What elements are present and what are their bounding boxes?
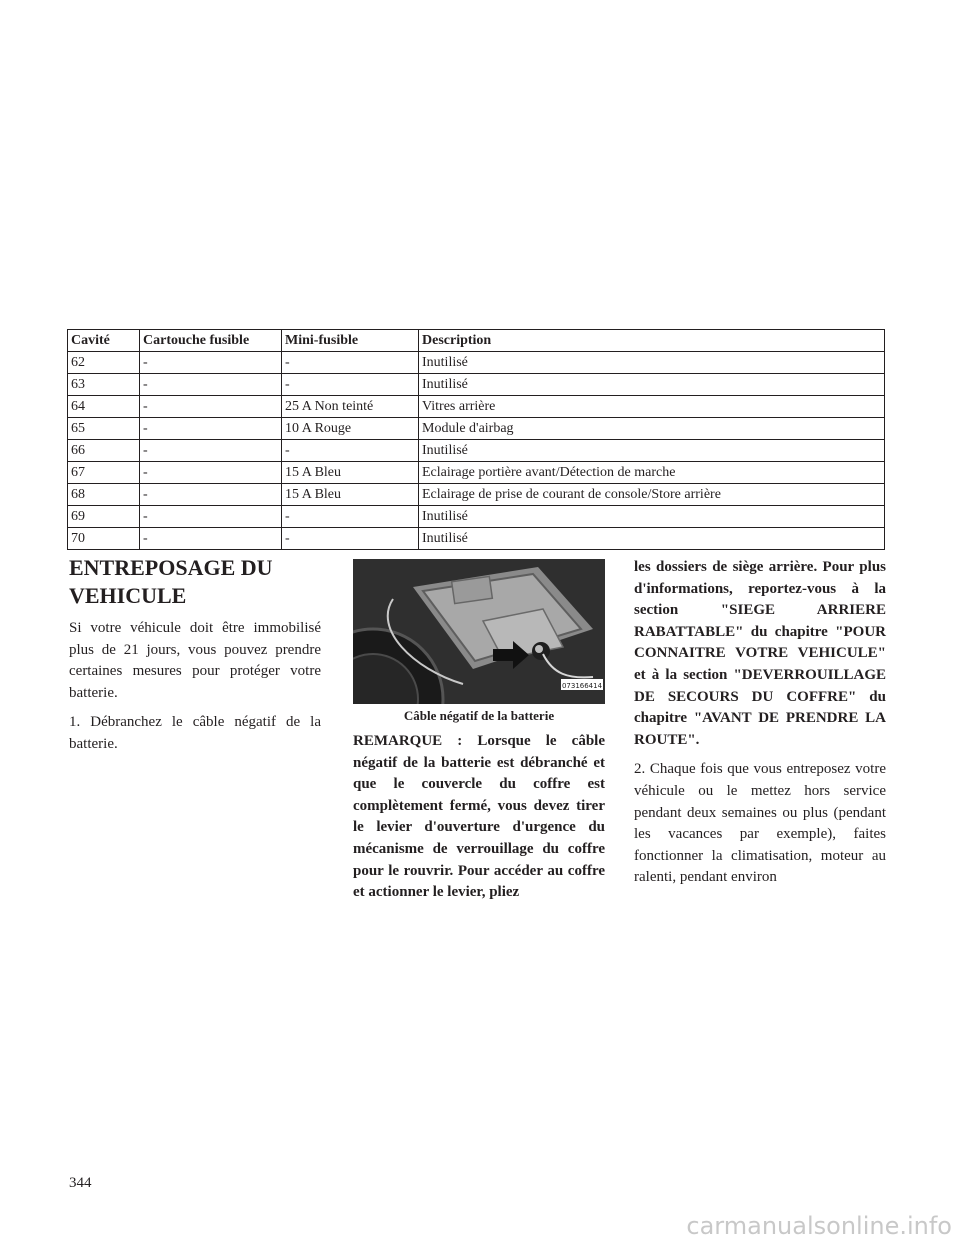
cell-cavite: 62 <box>68 352 140 374</box>
cell-cavite: 69 <box>68 506 140 528</box>
cell-description: Inutilisé <box>419 528 885 550</box>
cell-cartouche: - <box>140 374 282 396</box>
header-mini-fusible: Mini-fusible <box>282 330 419 352</box>
cell-description: Inutilisé <box>419 352 885 374</box>
cell-description: Inutilisé <box>419 374 885 396</box>
header-description: Description <box>419 330 885 352</box>
cell-cavite: 65 <box>68 418 140 440</box>
cell-mini-fusible: - <box>282 528 419 550</box>
battery-photo <box>353 559 605 704</box>
cell-cartouche: - <box>140 440 282 462</box>
cell-cavite: 67 <box>68 462 140 484</box>
table-row <box>68 396 885 418</box>
table-row <box>68 462 885 484</box>
cell-description: Module d'airbag <box>419 418 885 440</box>
table-row <box>68 484 885 506</box>
cell-cartouche: - <box>140 484 282 506</box>
cell-cartouche: - <box>140 528 282 550</box>
cell-description: Inutilisé <box>419 440 885 462</box>
note-part-1: REMARQUE : Lorsque le câble négatif de la batterie est débranché et que le couvercle du coffre est complètement fermé, vous devez tirer le levier d'ouverture d'urgence du mécanisme de verrouillage du coffre pour le rouvrir. Pour accéder au coffre et actionner le levier, pliez <box>353 733 605 901</box>
cell-cavite: 63 <box>68 374 140 396</box>
figure-caption: Câble négatif de la batterie <box>403 708 555 723</box>
cell-mini-fusible: 15 A Bleu <box>282 484 419 506</box>
cell-mini-fusible: - <box>282 440 419 462</box>
table-row <box>68 440 885 462</box>
note-part-2: les dossiers de siège arrière. Pour plus d'informations, reportez-vous à la section "SIEGE ARRIERE RABATTABLE" du chapitre "POUR CONNAITRE VOTRE VEHICULE" et à la section "DEVERROUILLAGE DE SECOURS DU COFFRE" du chapitre "AVANT DE PRENDRE LA ROUTE". <box>634 559 886 748</box>
cell-mini-fusible: - <box>282 506 419 528</box>
battery-illustration <box>353 559 605 704</box>
header-cavite: Cavité <box>68 330 140 352</box>
cell-description: Inutilisé <box>419 506 885 528</box>
cell-description: Eclairage de prise de courant de console/Store arrière <box>419 484 885 506</box>
watermark: carmanualsonline.info <box>686 1212 952 1240</box>
table-row <box>68 506 885 528</box>
page-number: 344 <box>69 1175 92 1191</box>
table-row <box>68 352 885 374</box>
table-header-row <box>68 330 885 352</box>
cell-cavite: 70 <box>68 528 140 550</box>
cell-mini-fusible: 10 A Rouge <box>282 418 419 440</box>
cell-cartouche: - <box>140 418 282 440</box>
table-row <box>68 418 885 440</box>
fuse-table <box>67 329 885 550</box>
cell-cavite: 64 <box>68 396 140 418</box>
cell-cartouche: - <box>140 506 282 528</box>
image-code: 073166414 <box>561 682 603 690</box>
cell-description: Eclairage portière avant/Détection de marche <box>419 462 885 484</box>
cell-mini-fusible: 15 A Bleu <box>282 462 419 484</box>
middle-column <box>353 731 605 912</box>
cell-cavite: 68 <box>68 484 140 506</box>
intro-paragraph: Si votre véhicule doit être immobilisé plus de 21 jours, vous pouvez prendre certaines mesures pour protéger votre batterie. <box>69 620 321 701</box>
cell-cartouche: - <box>140 352 282 374</box>
cell-cartouche: - <box>140 396 282 418</box>
table-row <box>68 374 885 396</box>
step-1-paragraph: 1. Débranchez le câble négatif de la batterie. <box>69 714 321 752</box>
header-cartouche-fusible: Cartouche fusible <box>140 330 282 352</box>
section-title: ENTREPOSAGE DU VEHICULE <box>69 555 273 608</box>
cell-mini-fusible: 25 A Non teinté <box>282 396 419 418</box>
right-column <box>634 557 886 897</box>
cell-cavite: 66 <box>68 440 140 462</box>
cell-mini-fusible: - <box>282 352 419 374</box>
cell-description: Vitres arrière <box>419 396 885 418</box>
left-column <box>69 618 321 764</box>
table-row <box>68 528 885 550</box>
step-2-paragraph: 2. Chaque fois que vous entreposez votre véhicule ou le mettez hors service pendant deux semaines ou plus (pendant les vacances par exemple), faites fonctionner la climatisation, moteur au ralenti, pendant environ <box>634 761 886 886</box>
cell-mini-fusible: - <box>282 374 419 396</box>
cell-cartouche: - <box>140 462 282 484</box>
